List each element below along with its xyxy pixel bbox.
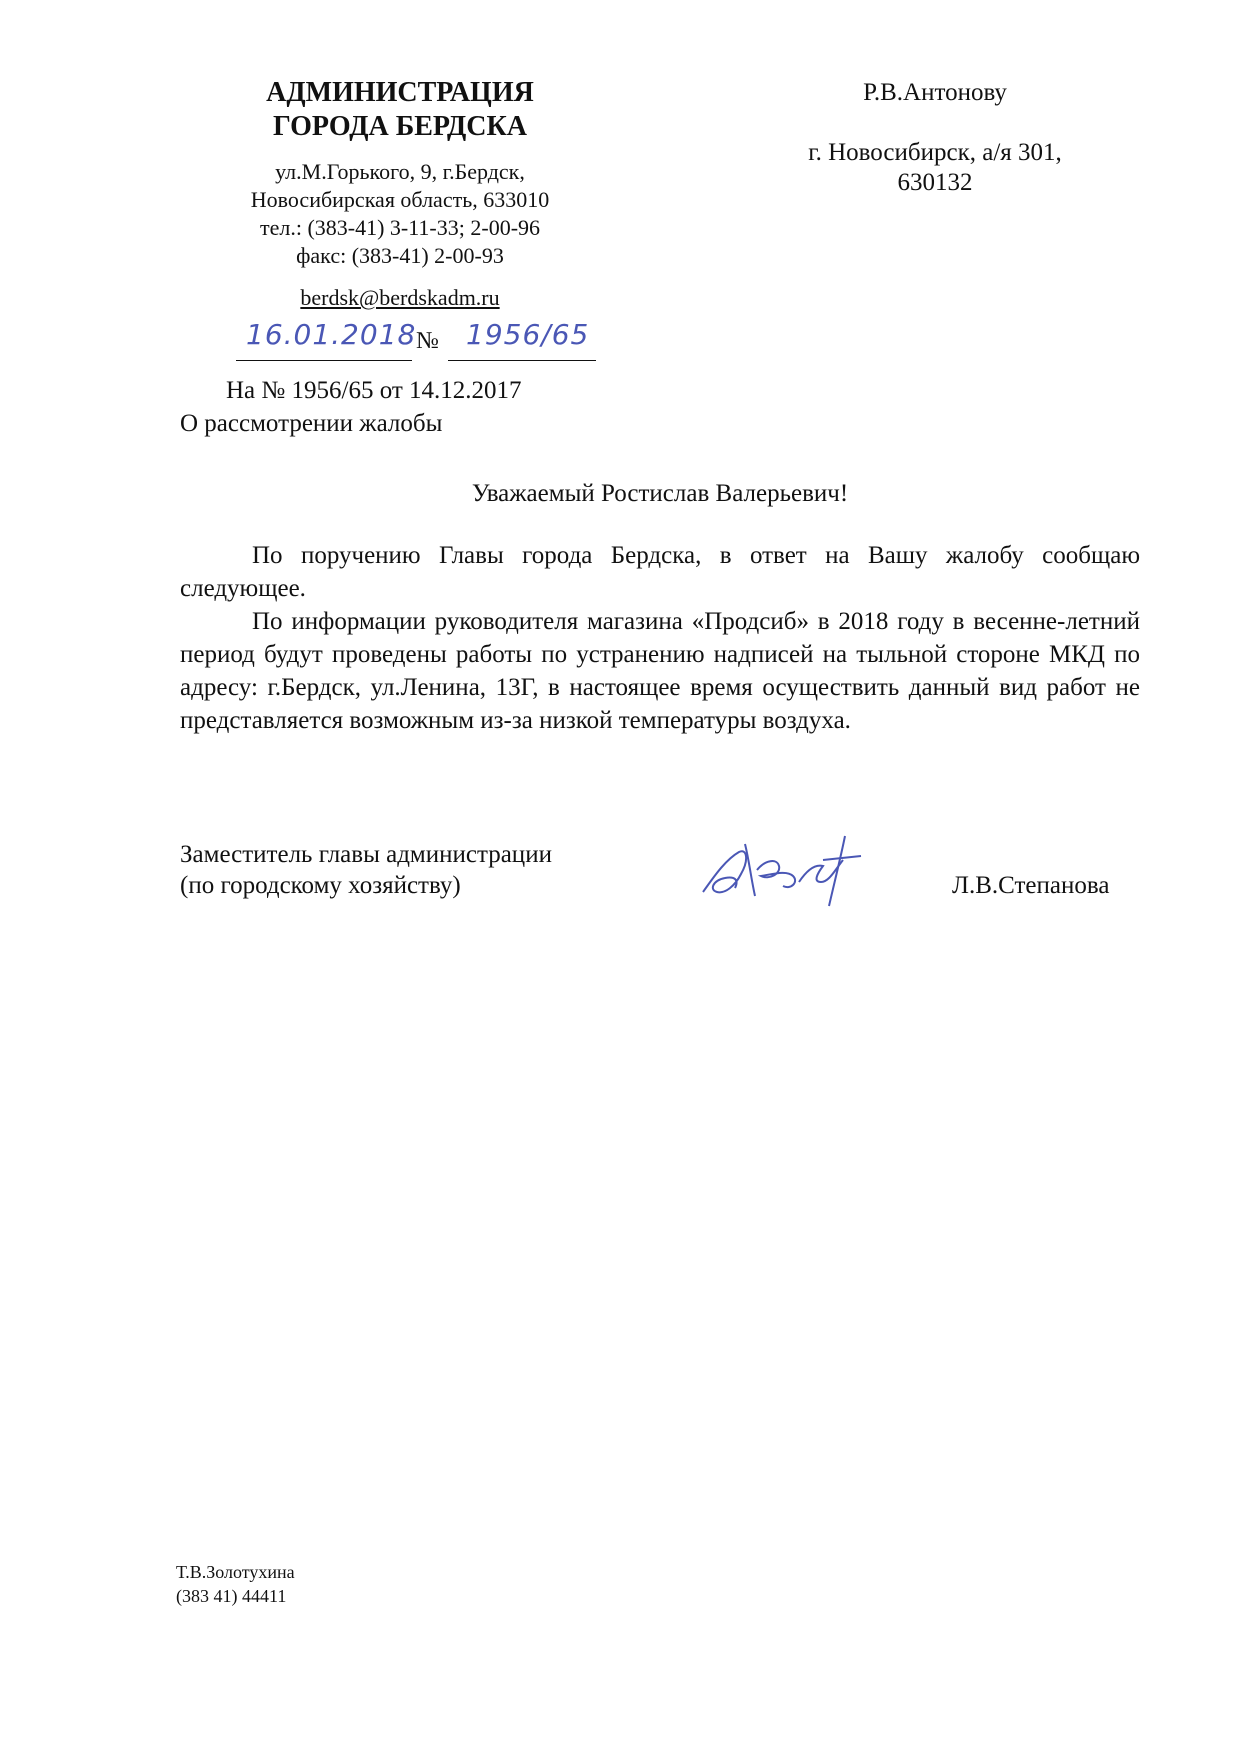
- org-name-line2: ГОРОДА БЕРДСКА: [272, 111, 527, 142]
- registration-date-field: [236, 316, 417, 361]
- org-name-line1: АДМИНИСТРАЦИЯ: [266, 77, 534, 108]
- reply-reference: На № 1956/65 от 14.12.2017: [226, 377, 522, 404]
- org-fax: факс: (383-41) 2-00-93: [296, 243, 504, 268]
- registration-number: 1956/65: [466, 318, 590, 351]
- registration-line: [236, 316, 606, 360]
- registration-number-field: [448, 316, 596, 361]
- letter-body: [180, 539, 1140, 737]
- org-phone: тел.: (383-41) 3-11-33; 2-00-96: [259, 215, 541, 240]
- letter-subject: О рассмотрении жалобы: [180, 410, 443, 437]
- addressee-name: Р.В.Антонову: [863, 79, 1007, 106]
- org-email: berdsk@berdskadm.ru: [300, 285, 500, 310]
- org-contacts: [200, 158, 600, 270]
- signer-position: [180, 839, 552, 901]
- salutation: Уважаемый Ростислав Валерьевич!: [471, 480, 849, 507]
- body-paragraph-2: По информации руководителя магазина «Продсиб» в 2018 году в весенне-летний период будут проведены работы по устранению надписей на тыльной стороне МКД по адресу: г.Бердск, ул.Ленина, 13Г, в настоящее время осуществить данный вид работ не представляется возможным из-за низкой температуры воздуха.: [180, 608, 1140, 734]
- addressee-address-line2: 630132: [897, 169, 973, 196]
- signer-position-line2: (по городскому хозяйству): [180, 872, 461, 899]
- registration-date: 16.01.2018: [246, 318, 417, 351]
- signer-name: Л.В.Степанова: [952, 872, 1110, 899]
- letterhead: [200, 76, 600, 312]
- body-paragraph-1: По поручению Главы города Бердска, в ответ на Вашу жалобу сообщаю следующее.: [180, 542, 1140, 602]
- executor-phone: (383 41) 44411: [176, 1586, 287, 1606]
- addressee: [770, 78, 1100, 198]
- org-address-line1: ул.М.Горького, 9, г.Бердск,: [275, 159, 525, 184]
- executor-name: Т.В.Золотухина: [176, 1562, 295, 1582]
- org-address-line2: Новосибирская область, 633010: [250, 187, 550, 212]
- handwritten-signature: [695, 830, 875, 910]
- registration-number-sign: №: [416, 328, 439, 354]
- signer-position-line1: Заместитель главы администрации: [180, 841, 552, 868]
- executor-info: [176, 1560, 295, 1608]
- addressee-address-line1: г. Новосибирск, а/я 301,: [808, 139, 1062, 166]
